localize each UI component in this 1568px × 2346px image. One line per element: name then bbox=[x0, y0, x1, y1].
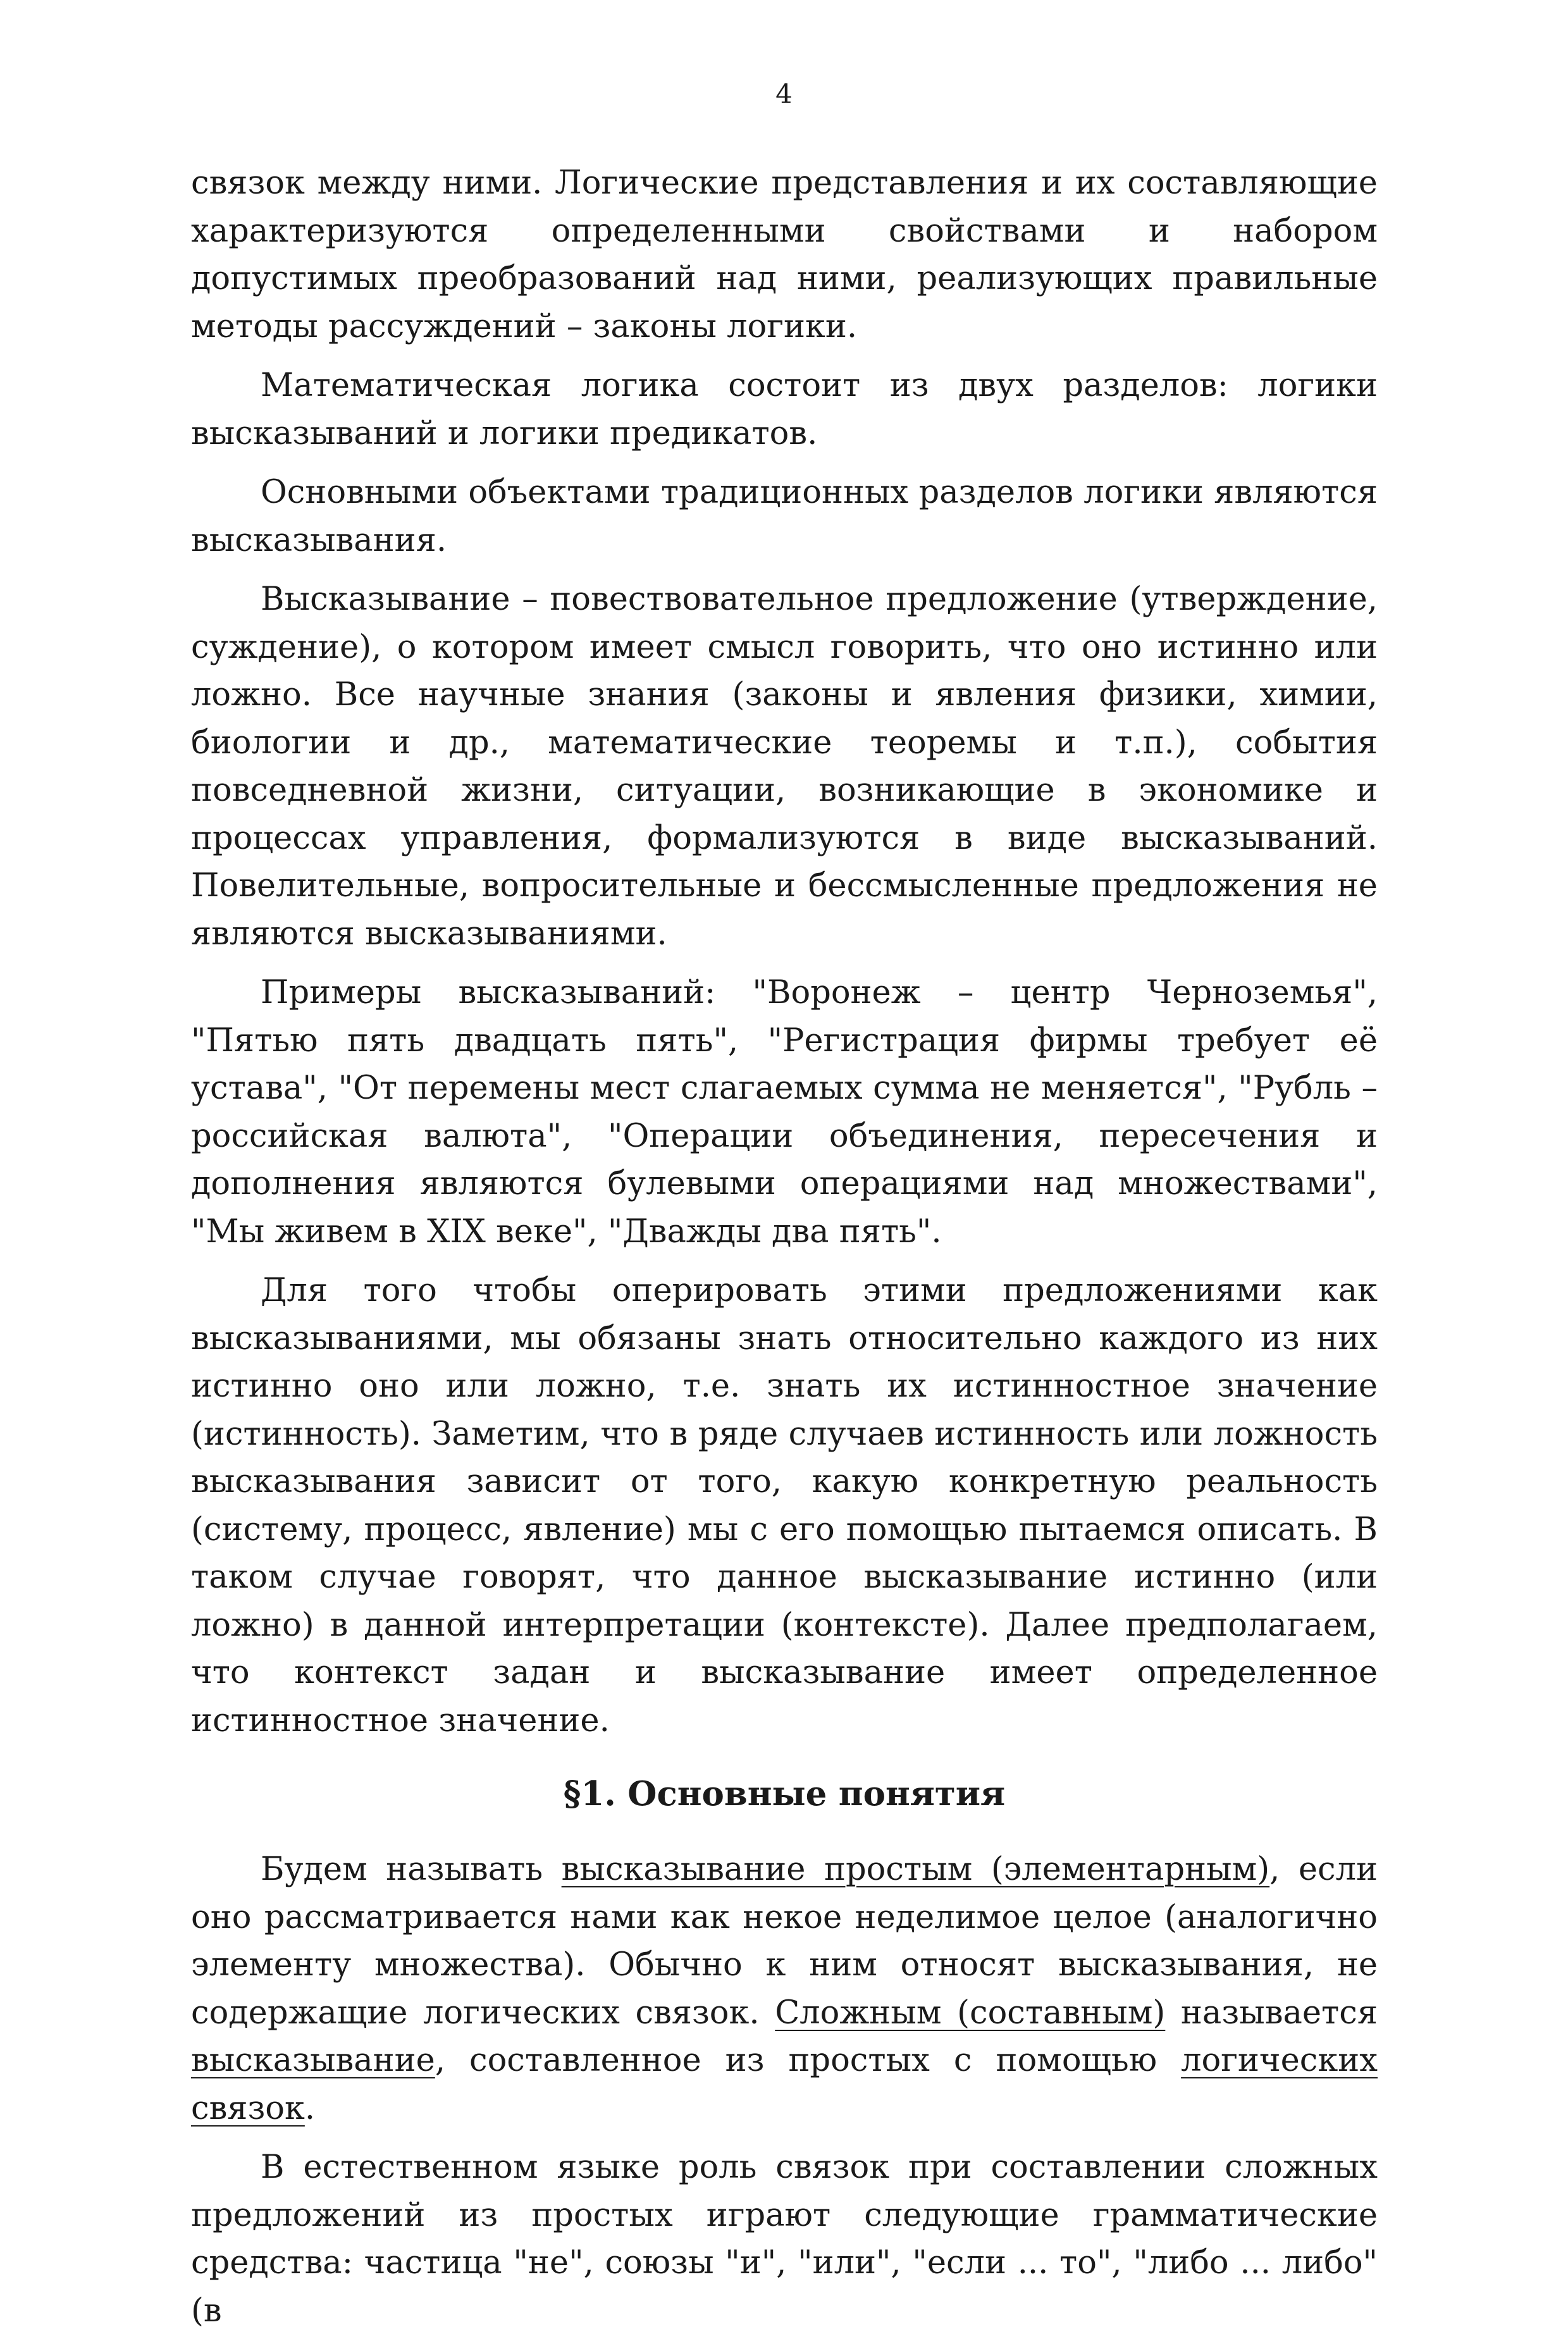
definition-text: называется bbox=[1165, 1994, 1378, 2032]
definition-text: Будем называть bbox=[261, 1851, 562, 1888]
paragraph-natural-language-connectives: В естественном языке роль связок при составлении сложных предложений из простых играют следующие грамматические средства: частица "не", союзы "и", "или", "если ... то", "либо ... либо"(в bbox=[191, 2149, 1378, 2330]
paragraph-main-objects: Основными объектами традиционных разделов логики являются высказывания. bbox=[191, 474, 1378, 559]
definition-text: , составленное из простых с помощью bbox=[435, 2042, 1182, 2079]
paragraph-logic-sections: Математическая логика состоит из двух разделов: логики высказываний и логики предикатов. bbox=[191, 367, 1378, 452]
underlined-term-complex: Сложным (составным) bbox=[775, 1994, 1166, 2032]
definition-text: . bbox=[304, 2089, 316, 2127]
page-number: 4 bbox=[775, 78, 793, 109]
body-text bbox=[191, 159, 1378, 2346]
paragraph-continuation: связок между ними. Логические представления и их составляющие характеризуются определенными свойствами и набором допустимых преобразований над ними, реализующих правильные методы рассуждений – законы логики. bbox=[191, 164, 1378, 345]
paragraph-simple-complex-definition bbox=[191, 1846, 1378, 2132]
underlined-term-simple: высказывание простым (элементарным) bbox=[561, 1851, 1270, 1888]
paragraph-statement-definition: Высказывание – повествовательное предложение (утверждение, суждение), о котором имеет смысл говорить, что оно истинно или ложно. Все научные знания (законы и явления физики, химии, биологии и др., математические теоремы и т.п.), события повседневной жизни, ситуации, возникающие в экономике и процессах управления, формализуются в виде высказываний. Повелительные, вопросительные и бессмысленные предложения не являются высказываниями. bbox=[191, 581, 1378, 953]
underlined-term-statement: высказывание bbox=[191, 2042, 435, 2079]
paragraph-statement-examples: Примеры высказываний: "Воронеж – центр Черноземья", "Пятью пять двадцать пять", "Регистрация фирмы требует её устава", "От перемены мест слагаемых сумма не меняется", "Рубль – российская валюта", "Операции объединения, пересечения и дополнения являются булевыми операциями над множествами", "Мы живем в XIX веке", "Дважды два пять". bbox=[191, 974, 1378, 1250]
underlined-term-connectives: логических связок bbox=[191, 2042, 1378, 2127]
paragraph-truth-value: Для того чтобы оперировать этими предложениями как высказываниями, мы обязаны знать относительно каждого из них истинно оно или ложно, т.е. знать их истинностное значение (истинность). Заметим, что в ряде случаев истинность или ложность высказывания зависит от того, какую конкретную реальность (систему, процесс, явление) мы с его помощью пытаемся описать. В таком случае говорят, что данное высказывание истинно (или ложно) в данной интерпретации (контексте). Далее предполагаем, что контекст задан и высказывание имеет определенное истинностное значение. bbox=[191, 1272, 1378, 1739]
definition-text: , если оно рассматривается нами как некое неделимое целое (аналогично элементу множества). Обычно к ним относят высказывания, не содержащие логических связок. bbox=[191, 1851, 1378, 2032]
section-heading: §1. Основные понятия bbox=[563, 1774, 1006, 1813]
